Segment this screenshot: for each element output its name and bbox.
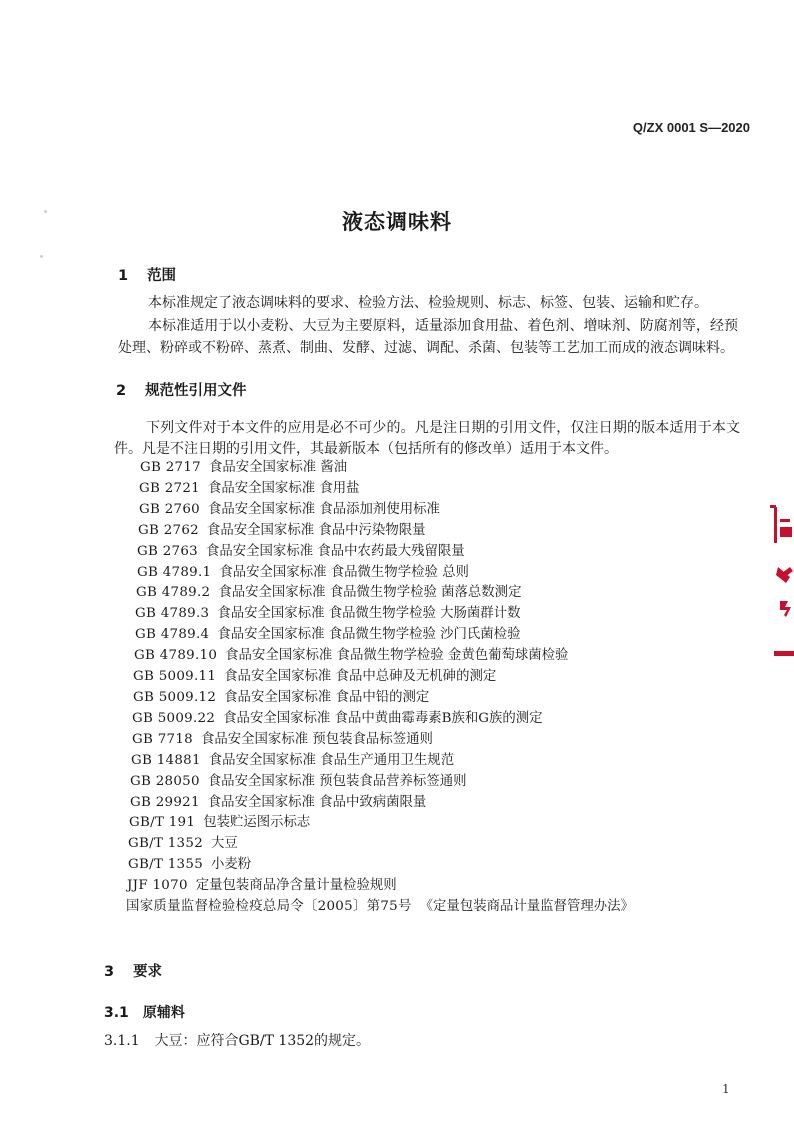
reference-item [136,583,726,604]
reference-item [128,855,726,876]
reference-title: 包装贮运图示标志 [203,815,311,831]
reference-title: 食品安全国家标准 预包装食品标签通则 [200,731,433,747]
reference-item [127,876,726,897]
reference-item [140,458,726,479]
section-number: 3 [104,964,115,980]
reference-title: 小麦粉 [211,857,252,873]
reference-code: GB 4789.3 [135,606,210,622]
section-title: 范围 [147,268,177,284]
reference-code: GB 2760 [139,501,200,517]
reference-code: GB 4789.1 [137,564,212,580]
section-3-heading [104,960,162,981]
reference-code: GB 5009.11 [133,669,217,685]
reference-item [130,772,726,793]
reference-item [138,521,726,542]
reference-item [130,793,726,814]
reference-list [126,458,726,918]
reference-code: GB 7718 [132,731,193,747]
reference-item [132,709,726,730]
reference-code: GB/T 1352 [128,836,204,852]
reference-title: 食品安全国家标准 酱油 [208,460,348,475]
partial-seal-stamp [758,505,794,665]
page-number: 1 [722,1082,730,1096]
reference-title: 食品安全国家标准 食品中铅的测定 [224,689,430,705]
reference-code: GB 4789.10 [134,648,218,664]
reference-title: 大豆 [211,836,238,852]
reference-title: 食品安全国家标准 食品中总砷及无机砷的测定 [224,669,497,685]
document-code: Q/ZX 0001 S—2020 [632,120,750,135]
scan-speck [40,255,43,258]
clause-number: 3.1.1 [104,1033,140,1049]
reference-code: GB 5009.22 [132,710,216,726]
subsection-3-1-heading [104,1002,185,1022]
subsection-title: 原辅料 [142,1005,185,1021]
reference-title: 食品安全国家标准 食品生产通用卫生规范 [208,752,455,768]
reference-item [135,625,726,646]
document-title: 液态调味料 [342,210,452,234]
reference-code: GB/T 191 [129,815,196,831]
reference-item [131,751,726,772]
reference-item [135,604,726,625]
reference-title: 食品安全国家标准 食品微生物学检验 大肠菌群计数 [217,606,521,622]
reference-item [134,646,726,667]
normative-references-intro: 下列文件对于本文件的应用是必不可少的。凡是注日期的引用文件，仅注日期的版本适用于本文件。凡是不注日期的引用文件，其最新版本（包括所有的修改单）适用于本文件。 [114,420,740,457]
section-2-heading [116,379,247,400]
reference-code: GB 2763 [137,543,198,559]
reference-code: GB 2721 [139,480,200,496]
reference-item [126,897,726,918]
reference-item [132,730,726,751]
reference-code: GB 28050 [130,773,200,789]
subsection-number: 3.1 [104,1005,129,1021]
reference-title: 食品安全国家标准 预包装食品营养标签通则 [207,773,467,789]
reference-title: 定量包装商品净含量计量检验规则 [195,878,397,894]
section-number: 1 [118,268,129,284]
reference-title: 食品安全国家标准 食品微生物学检验 总则 [219,564,469,580]
reference-item [128,834,726,855]
reference-code: GB 29921 [130,794,200,810]
reference-code: GB 5009.12 [133,689,217,705]
reference-item [133,688,726,709]
reference-title: 食品安全国家标准 食品微生物学检验 菌落总数测定 [218,585,522,601]
reference-item [139,500,726,521]
reference-title: 食品安全国家标准 食品微生物学检验 沙门氏菌检验 [217,627,521,643]
clause-text: 大豆：应符合GB/T 1352的规定。 [154,1033,371,1049]
reference-title: 《定量包装商品计量监督管理办法》 [419,899,634,915]
reference-item [137,542,726,563]
clause-3-1-1 [104,1031,704,1051]
reference-title: 食品安全国家标准 食品微生物学检验 金黄色葡萄球菌检验 [225,648,569,664]
section-1-heading [118,264,176,285]
section-title: 规范性引用文件 [145,383,247,399]
reference-code: 国家质量监督检验检疫总局令〔2005〕第75号 [126,899,412,915]
reference-title: 食品安全国家标准 食品中致病菌限量 [207,794,427,810]
reference-code: GB 4789.4 [135,627,210,643]
reference-title: 食品安全国家标准 食品中污染物限量 [206,522,426,538]
reference-code: GB 2762 [138,522,199,538]
reference-item [137,563,726,584]
reference-item [139,479,726,500]
reference-code: GB 14881 [131,752,201,768]
reference-code: GB/T 1355 [128,857,204,873]
section-title: 要求 [133,964,163,980]
reference-title: 食品安全国家标准 食品添加剂使用标准 [207,501,440,517]
reference-title: 食品安全国家标准 食用盐 [207,480,360,496]
section-number: 2 [116,383,127,399]
reference-title: 食品安全国家标准 食品中农药最大残留限量 [205,543,465,559]
scan-speck [44,210,47,213]
reference-code: JJF 1070 [127,878,188,894]
reference-item [129,813,726,834]
scope-paragraph-1: 本标准规定了液态调味料的要求、检验方法、检验规则、标志、标签、包装、运输和贮存。 [148,295,708,311]
reference-code: GB 4789.2 [136,585,211,601]
scope-paragraph-2: 本标准适用于以小麦粉、大豆为主要原料，适量添加食用盐、着色剂、增味剂、防腐剂等，经预处理、粉碎或不粉碎、蒸煮、制曲、发酵、过滤、调配、杀菌、包装等工艺加工而成的液态调味料。 [118,318,738,356]
reference-code: GB 2717 [140,460,201,475]
reference-item [133,667,726,688]
reference-title: 食品安全国家标准 食品中黄曲霉毒素B族和G族的测定 [223,710,543,726]
